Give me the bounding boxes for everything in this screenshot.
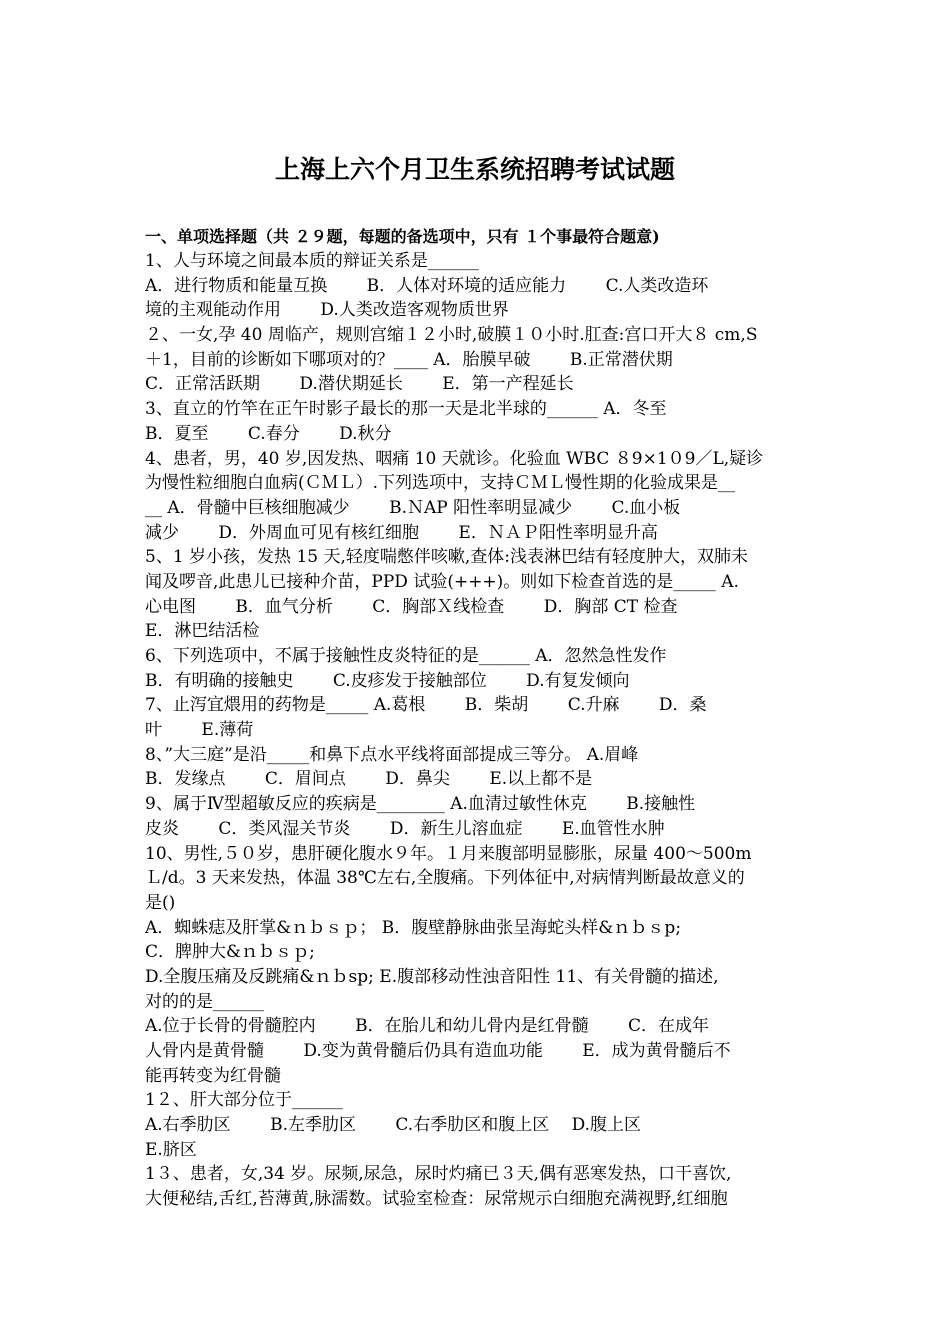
document-title: 上海上六个月卫生系统招聘考试试题 xyxy=(274,155,675,184)
text-line: Ｌ/d。3 天来发热，体温 38℃左右,全腹痛。下列体征中,对病情判断最故意义的 xyxy=(145,868,745,889)
text-line: 心电图 B．血气分析 C．胸部Ｘ线检查 D．胸部 CT 检查 xyxy=(145,596,678,617)
text-line: 6、下列选项中，不属于接触性皮炎特征的是______ A．忽然急性发作 xyxy=(145,646,667,666)
text-line: A.位于长骨的骨髓腔内 B．在胎儿和幼儿骨内是红骨髓 C．在成年 xyxy=(145,1016,709,1037)
text-line: 皮炎 C．类风湿关节炎 D．新生儿溶血症 E.血管性水肿 xyxy=(145,818,665,839)
text-line: ＋1，目前的诊断如下哪项对的？____ A．胎膜早破 B.正常潜伏期 xyxy=(145,349,673,370)
text-line: B．有明确的接触史 C.皮疹发于接触部位 D.有复发倾向 xyxy=(145,670,630,691)
text-line: B．发缘点 C．眉间点 D．鼻尖 E.以上都不是 xyxy=(145,769,593,790)
text-line: 3、直立的竹竿在正午时影子最长的那一天是北半球的______ A．冬至 xyxy=(145,399,667,420)
text-line: 能再转变为红骨髓 xyxy=(145,1065,281,1086)
text-line: A．进行物质和能量互换 B．人体对环境的适应能力 C.人类改造环 xyxy=(145,275,709,296)
text-line: 1３、患者，女,34 岁。尿频,尿急，尿时灼痛已３天,偶有恶寒发热，口干喜饮, xyxy=(145,1164,732,1185)
document-body xyxy=(145,249,807,1212)
text-line: __ A．骨髓中巨核细胞减少 B.ＮAP 阳性率明显减少 C.血小板 xyxy=(145,497,681,518)
text-line: 境的主观能动作用 D.人类改造客观物质世界 xyxy=(145,300,509,321)
text-line: 对的的是______ xyxy=(145,991,264,1012)
text-line: D.全腹压痛及反跳痛&ｎｂsp; E.腹部移动性浊音阳性 11、有关骨髓的描述, xyxy=(145,966,719,987)
text-line: 减少 D．外周血可见有核红细胞 E．ＮＡＰ阳性率明显升高 xyxy=(145,522,658,543)
text-line: 8、”大三庭”是沿_____和鼻下点水平线将面部提成三等分。 A.眉峰 xyxy=(145,744,639,765)
text-line: 10、男性,５０岁，患肝硬化腹水９年。１月来腹部明显膨胀，尿量 400～500m xyxy=(145,843,752,864)
text-line: ２、一女,孕 40 周临产，规则宫缩１２小时,破膜１０小时.肛查:宫口开大８ cm,S xyxy=(145,325,758,346)
text-line: 9、属于Ⅳ型超敏反应的疾病是________ A.血清过敏性休克 B.接触性 xyxy=(145,794,696,815)
text-line: 闻及啰音,此患儿已接种介苗，PPD 试验(+++)。则如下检查首选的是_____ A. xyxy=(145,571,739,592)
text-line: 叶 E.薄荷 xyxy=(145,720,254,741)
text-line: 7、止泻宜煨用的药物是_____ A.葛根 B．柴胡 C.升麻 D．桑 xyxy=(145,695,707,716)
text-line: E.脐区 xyxy=(145,1139,197,1160)
text-line: E．淋巴结活检 xyxy=(145,621,260,642)
section-heading: 一、单项选择题（共 ２９题，每题的备选项中，只有 １个事最符合题意) xyxy=(145,227,660,246)
text-line: 为慢性粒细胞白血病(ＣＭＬ）.下列选项中，支持ＣＭＬ慢性期的化验成果是__ xyxy=(145,473,736,494)
text-line: 4、患者，男，40 岁,因发热、咽痛 10 天就诊。化验血 WBC ８9×1０9／L,疑诊 xyxy=(145,448,764,469)
text-line: 1、人与环境之间最本质的辩证关系是______ xyxy=(145,251,479,271)
text-line: 是() xyxy=(145,892,176,913)
text-line: 5、1 岁小孩，发热 15 天,轻度喘憋伴咳嗽,查体:浅表淋巴结有轻度肿大，双肺未 xyxy=(145,547,749,568)
text-line: C．脾肿大&ｎｂｓｐ; xyxy=(145,942,315,963)
text-line: 人骨内是黄骨髓 D.变为黄骨髓后仍具有造血功能 E．成为黄骨髓后不 xyxy=(145,1041,731,1061)
text-line: 1２、肝大部分位于______ xyxy=(145,1090,343,1111)
text-line: A．蜘蛛痣及肝掌&ｎｂｓｐ； B．腹壁静脉曲张呈海蛇头样&ｎｂｓp; xyxy=(145,917,682,938)
text-line: A.右季肋区 B.左季肋区 C.右季肋区和腹上区 D.腹上区 xyxy=(145,1115,642,1136)
text-line: C．正常活跃期 D.潜伏期延长 E．第一产程延长 xyxy=(145,374,574,395)
text-line: B．夏至 C.春分 D.秋分 xyxy=(145,423,392,444)
text-line: 大便秘结,舌红,苔薄黄,脉濡数。试验室检查：尿常规示白细胞充满视野,红细胞 xyxy=(145,1189,728,1210)
